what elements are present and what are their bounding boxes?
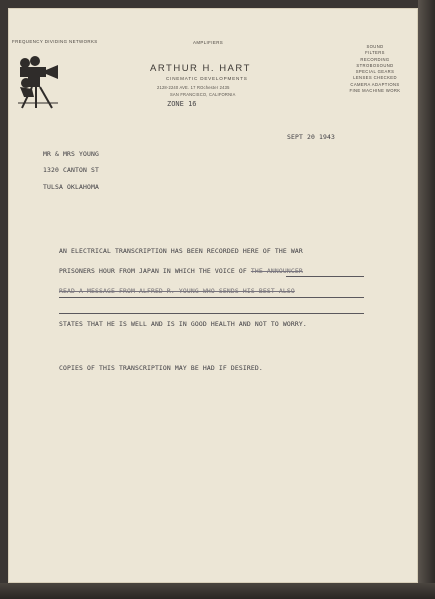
scan-edge-bottom: [0, 583, 435, 599]
recipient-street: 1320 CANTON ST: [43, 166, 99, 174]
service-item: CAMERA ADAPTIONS: [350, 81, 400, 87]
services-list: [336, 44, 414, 94]
underline-rule: [59, 313, 364, 314]
body-line-2-text: PRISONERS HOUR FROM JAPAN IN WHICH THE VOICE OF: [59, 267, 251, 275]
service-item: FILTERS: [365, 50, 385, 56]
letter-date: SEPT 20 1943: [287, 133, 335, 141]
company-subtitle: CINEMATIC DEVELOPMENTS: [166, 76, 248, 81]
letterhead-left-tag: FREQUENCY DIVIDING NETWORKS: [12, 39, 98, 44]
body-line-2: [59, 267, 303, 275]
service-item: SPECIAL GEARS: [355, 69, 395, 75]
recipient-name: MR & MRS YOUNG: [43, 150, 99, 158]
service-item: STROBOSOUND: [356, 62, 394, 68]
company-name: ARTHUR H. HART: [150, 63, 251, 74]
body-line-3-struck: READ A MESSAGE FROM ALFRED R. YOUNG WHO SENDS HIS BEST ALSO: [59, 287, 295, 295]
movie-camera-icon: [16, 53, 60, 109]
company-address-line1: 2128-2240 AVE. 17 ROchester 2435: [157, 85, 230, 90]
service-item: FINE MACHINE WORK: [349, 88, 401, 94]
letterhead-center-tag: AMPLIFIERS: [193, 40, 224, 45]
zone-stamp: ZONE 16: [167, 100, 197, 108]
service-item: LENSES CHECKED: [353, 75, 397, 81]
recipient-city: TULSA OKLAHOMA: [43, 183, 99, 191]
body-line-4: STATES THAT HE IS WELL AND IS IN GOOD HEALTH AND NOT TO WORRY.: [59, 320, 307, 328]
underline-rule: [286, 276, 364, 277]
underline-rule: [59, 297, 364, 298]
scan-edge-right: [418, 0, 435, 599]
service-item: SOUND: [366, 44, 384, 49]
body-line-2-struck-text: THE ANNOUNCER: [250, 267, 303, 275]
company-address-line2: SAN FRANCISCO, CALIFORNIA: [170, 92, 236, 97]
body-line-5: COPIES OF THIS TRANSCRIPTION MAY BE HAD IF DESIRED.: [59, 364, 263, 372]
service-item: RECORDING: [360, 56, 390, 62]
body-line-1: AN ELECTRICAL TRANSCRIPTION HAS BEEN RECORDED HERE OF THE WAR: [59, 247, 303, 255]
